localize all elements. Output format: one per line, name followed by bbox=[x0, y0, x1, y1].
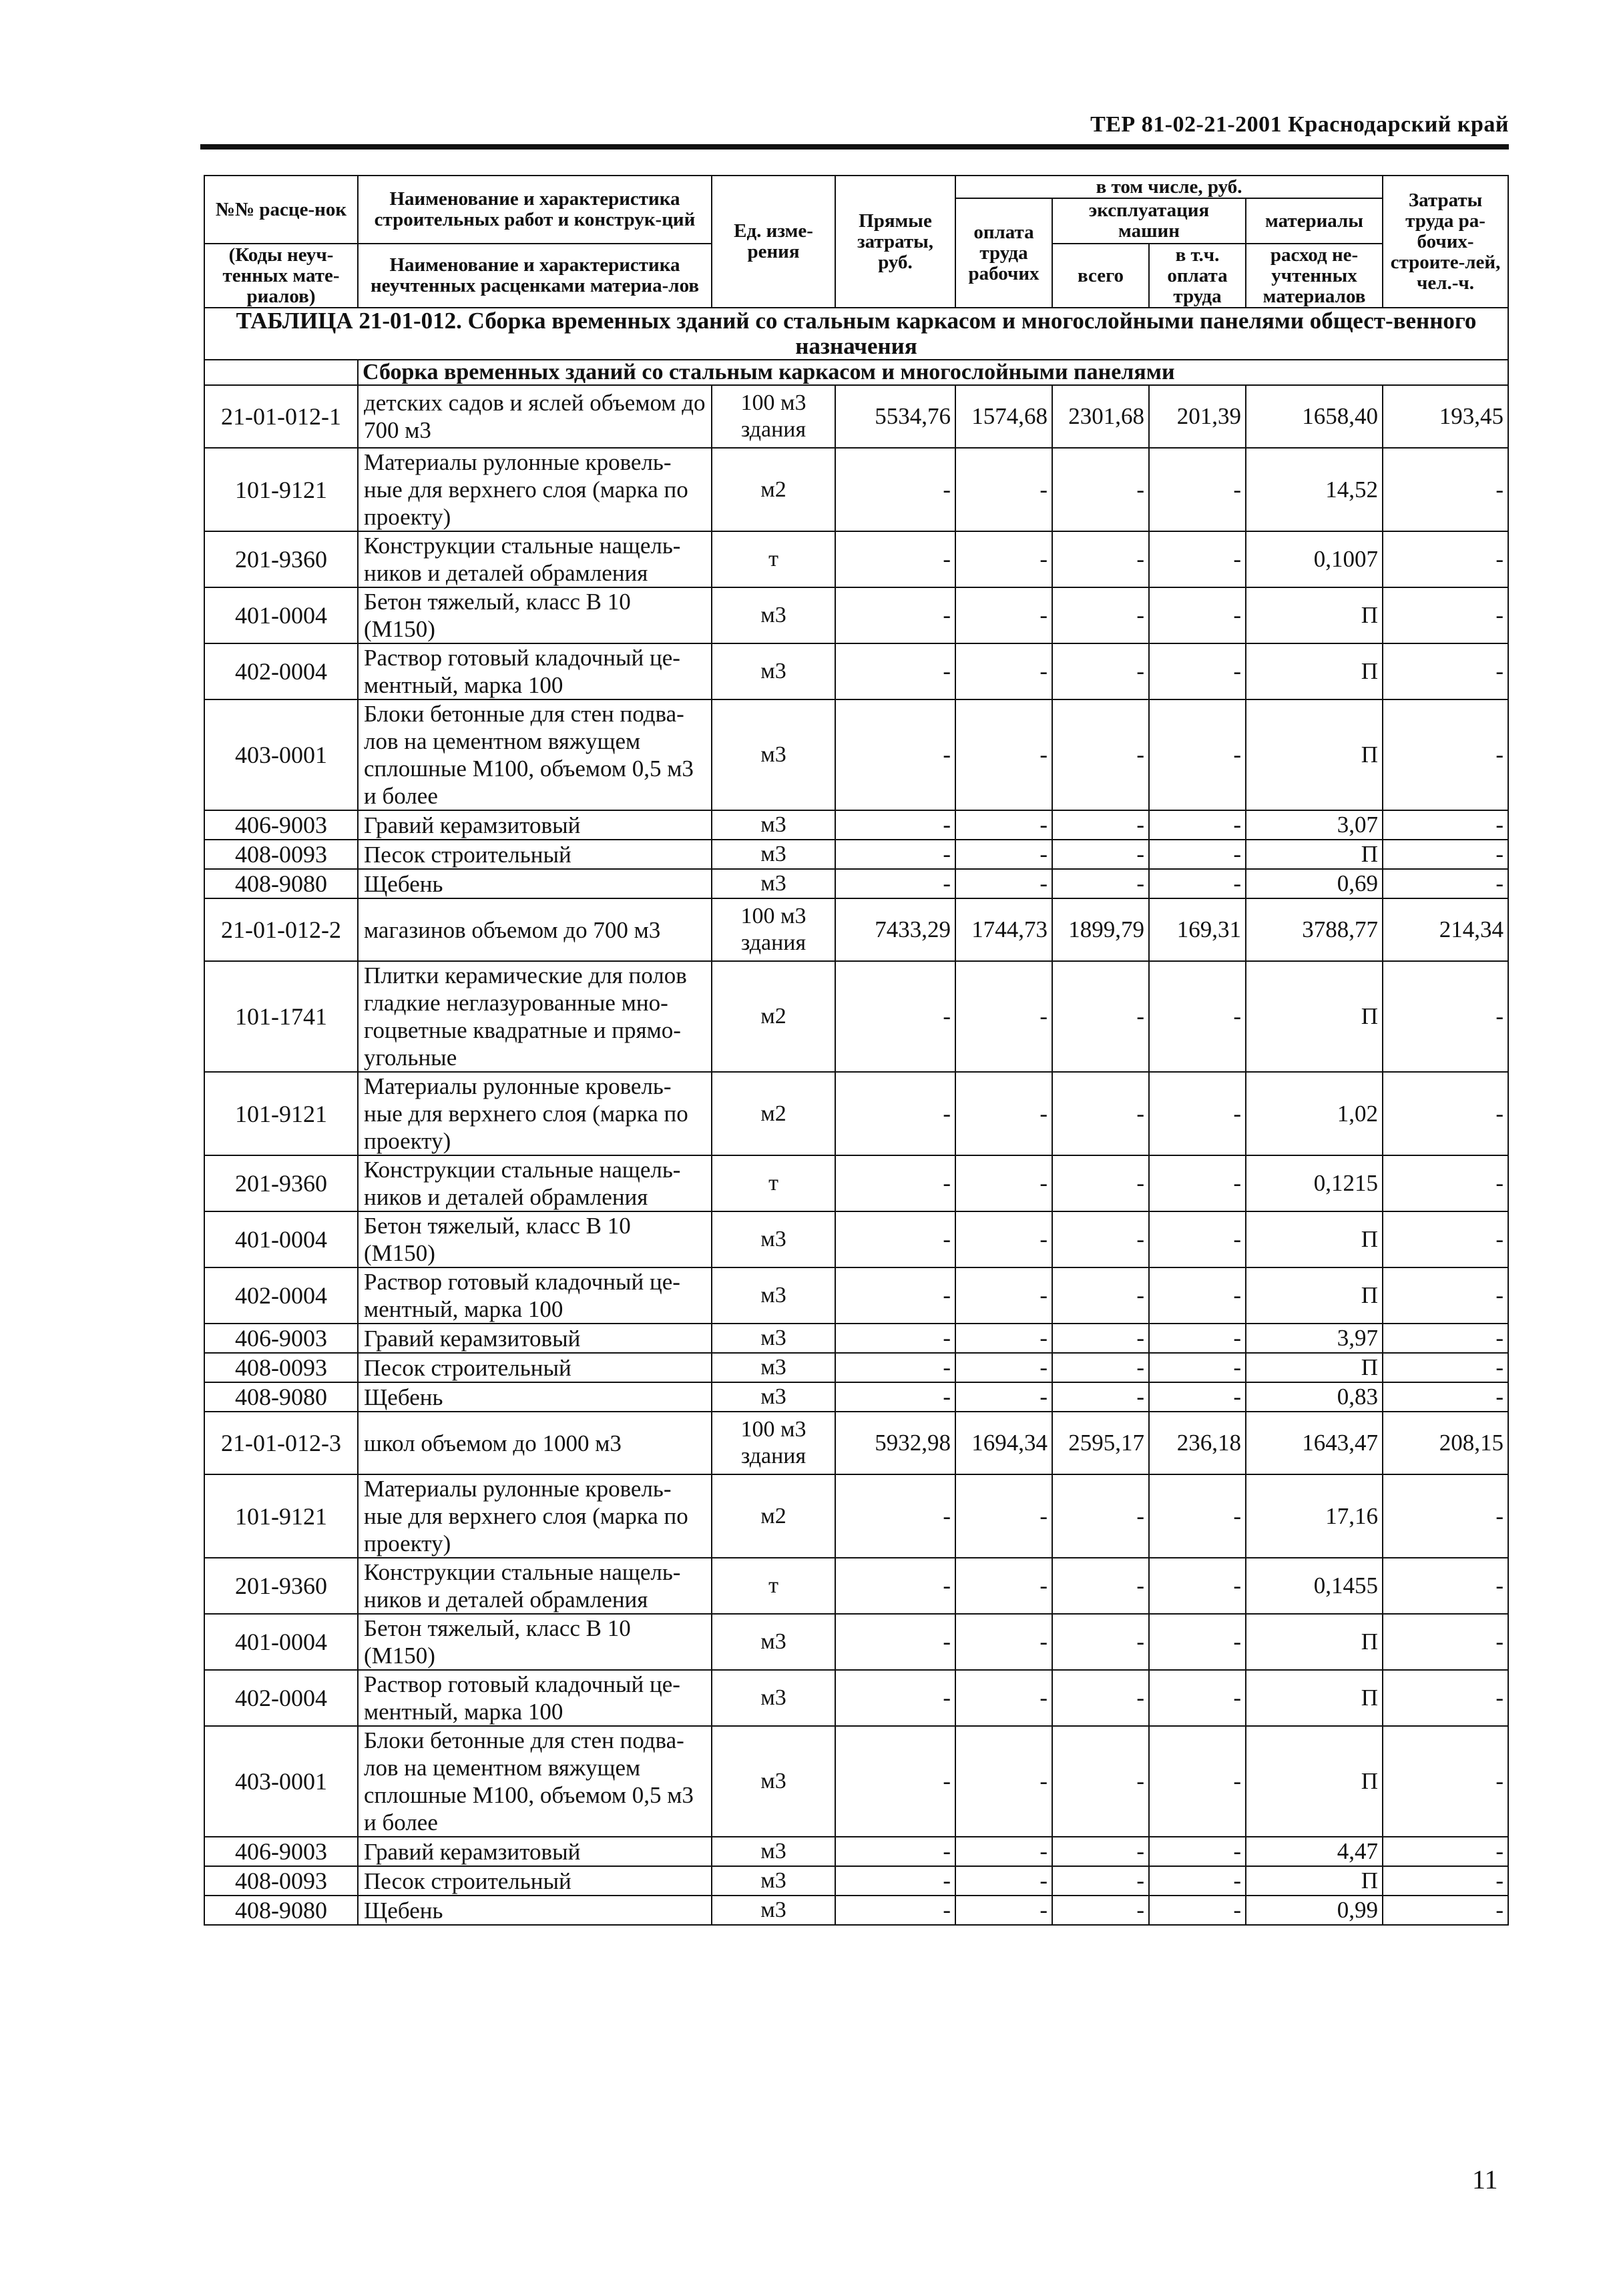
cell-code: 408-9080 bbox=[204, 1382, 358, 1412]
cell-direct-costs: - bbox=[835, 448, 955, 531]
cell-labor-costs: - bbox=[1383, 1474, 1508, 1558]
cell-machines-total: - bbox=[1052, 810, 1149, 840]
cell-machines-labor-pay: - bbox=[1149, 531, 1246, 587]
cell-name: Песок строительный bbox=[358, 1353, 712, 1382]
cell-materials: 0,1007 bbox=[1246, 531, 1383, 587]
cell-unit: м3 bbox=[712, 840, 835, 869]
cell-code: 101-9121 bbox=[204, 448, 358, 531]
cell-unit: м3 bbox=[712, 810, 835, 840]
cell-machines-labor-pay: - bbox=[1149, 699, 1246, 810]
material-row bbox=[204, 448, 1508, 531]
cell-unit: м2 bbox=[712, 448, 835, 531]
material-row bbox=[204, 1474, 1508, 1558]
header-materials-top: материалы bbox=[1246, 198, 1383, 244]
cell-materials: П bbox=[1246, 1866, 1383, 1896]
cell-materials: П bbox=[1246, 961, 1383, 1072]
cell-machines-total: - bbox=[1052, 1353, 1149, 1382]
cell-materials: 0,99 bbox=[1246, 1896, 1383, 1925]
cell-machines-total: - bbox=[1052, 1866, 1149, 1896]
cell-code: 406-9003 bbox=[204, 1837, 358, 1866]
cell-materials: 0,69 bbox=[1246, 869, 1383, 898]
cell-labor-costs: - bbox=[1383, 448, 1508, 531]
cell-labor-pay: 1744,73 bbox=[955, 898, 1052, 961]
cell-machines-labor-pay: - bbox=[1149, 1211, 1246, 1267]
cell-labor-pay: - bbox=[955, 1866, 1052, 1896]
header-row-1 bbox=[204, 176, 1508, 198]
cell-materials: 0,1455 bbox=[1246, 1558, 1383, 1614]
cell-unit: 100 м3 здания bbox=[712, 1412, 835, 1474]
cell-code: 403-0001 bbox=[204, 699, 358, 810]
cell-labor-pay: - bbox=[955, 1670, 1052, 1726]
cell-code: 201-9360 bbox=[204, 1155, 358, 1211]
cell-materials: П bbox=[1246, 1211, 1383, 1267]
header-name-top: Наименование и характеристика строительных работ и конструк-ций bbox=[358, 176, 712, 244]
cell-machines-total: 2301,68 bbox=[1052, 385, 1149, 448]
cell-code: 101-9121 bbox=[204, 1072, 358, 1155]
cell-labor-costs: - bbox=[1383, 1726, 1508, 1837]
cell-labor-pay: - bbox=[955, 1558, 1052, 1614]
cell-direct-costs: - bbox=[835, 1670, 955, 1726]
cell-labor-costs: - bbox=[1383, 1382, 1508, 1412]
cell-unit: м3 bbox=[712, 1353, 835, 1382]
cell-labor-pay: - bbox=[955, 869, 1052, 898]
material-row bbox=[204, 1353, 1508, 1382]
cell-code: 401-0004 bbox=[204, 1614, 358, 1670]
cell-direct-costs: - bbox=[835, 961, 955, 1072]
header-machines-group: эксплуатация машин bbox=[1052, 198, 1246, 244]
cell-direct-costs: - bbox=[835, 1614, 955, 1670]
cell-machines-total: 2595,17 bbox=[1052, 1412, 1149, 1474]
cell-machines-labor-pay: - bbox=[1149, 643, 1246, 699]
rate-row bbox=[204, 898, 1508, 961]
cell-code: 403-0001 bbox=[204, 1726, 358, 1837]
material-row bbox=[204, 643, 1508, 699]
cell-code: 402-0004 bbox=[204, 1267, 358, 1324]
header-machines-total: всего bbox=[1052, 244, 1149, 308]
cell-labor-pay: - bbox=[955, 448, 1052, 531]
cell-machines-labor-pay: - bbox=[1149, 1726, 1246, 1837]
cell-code: 406-9003 bbox=[204, 1324, 358, 1353]
cell-labor-costs: - bbox=[1383, 531, 1508, 587]
cell-code: 408-0093 bbox=[204, 840, 358, 869]
header-unit: Ед. изме-рения bbox=[712, 176, 835, 308]
cell-unit: м3 bbox=[712, 1324, 835, 1353]
cell-code: 101-1741 bbox=[204, 961, 358, 1072]
cell-labor-costs: 208,15 bbox=[1383, 1412, 1508, 1474]
cell-materials: П bbox=[1246, 1614, 1383, 1670]
header-labor-costs: Затраты труда ра-бочих-строите-лей, чел.-ч. bbox=[1383, 176, 1508, 308]
cell-code: 201-9360 bbox=[204, 531, 358, 587]
cell-machines-total: 1899,79 bbox=[1052, 898, 1149, 961]
cell-direct-costs: - bbox=[835, 840, 955, 869]
header-including-group: в том числе, руб. bbox=[955, 176, 1383, 198]
cell-machines-labor-pay: 236,18 bbox=[1149, 1412, 1246, 1474]
cell-machines-labor-pay: - bbox=[1149, 1866, 1246, 1896]
cell-machines-total: - bbox=[1052, 448, 1149, 531]
cell-labor-pay: - bbox=[955, 531, 1052, 587]
section-title-spacer bbox=[204, 360, 358, 385]
cell-machines-total: - bbox=[1052, 1726, 1149, 1837]
cell-name: Гравий керамзитовый bbox=[358, 810, 712, 840]
cell-name: Щебень bbox=[358, 869, 712, 898]
cell-labor-pay: 1694,34 bbox=[955, 1412, 1052, 1474]
table-title-row bbox=[204, 308, 1508, 360]
cell-name: Блоки бетонные для стен подва-лов на цементном вяжущем сплошные М100, объемом 0,5 м3 и более bbox=[358, 1726, 712, 1837]
material-row bbox=[204, 869, 1508, 898]
cell-direct-costs: - bbox=[835, 1474, 955, 1558]
cell-materials: П bbox=[1246, 1353, 1383, 1382]
material-row bbox=[204, 1155, 1508, 1211]
cell-machines-labor-pay: - bbox=[1149, 1267, 1246, 1324]
cell-unit: м3 bbox=[712, 699, 835, 810]
header-name-bottom: Наименование и характеристика неучтенных расценками материа-лов bbox=[358, 244, 712, 308]
cell-machines-labor-pay: - bbox=[1149, 1558, 1246, 1614]
header-direct-costs: Прямые затраты, руб. bbox=[835, 176, 955, 308]
material-row bbox=[204, 1726, 1508, 1837]
cell-machines-total: - bbox=[1052, 1211, 1149, 1267]
cell-name: школ объемом до 1000 м3 bbox=[358, 1412, 712, 1474]
cell-machines-labor-pay: - bbox=[1149, 1896, 1246, 1925]
cell-machines-total: - bbox=[1052, 961, 1149, 1072]
cell-machines-total: - bbox=[1052, 1614, 1149, 1670]
cell-name: Щебень bbox=[358, 1382, 712, 1412]
cell-labor-costs: - bbox=[1383, 1558, 1508, 1614]
header-code-bottom: (Коды неуч-тенных мате-риалов) bbox=[204, 244, 358, 308]
cell-name: Конструкции стальные нащель-ников и деталей обрамления bbox=[358, 1155, 712, 1211]
cell-unit: м3 bbox=[712, 587, 835, 643]
cell-name: Бетон тяжелый, класс В 10 (М150) bbox=[358, 587, 712, 643]
cell-code: 408-0093 bbox=[204, 1866, 358, 1896]
cell-machines-labor-pay: 201,39 bbox=[1149, 385, 1246, 448]
cell-unit: м3 bbox=[712, 1726, 835, 1837]
cell-labor-costs: - bbox=[1383, 1353, 1508, 1382]
cell-name: Раствор готовый кладочный це-ментный, марка 100 bbox=[358, 1670, 712, 1726]
cell-machines-labor-pay: - bbox=[1149, 1670, 1246, 1726]
material-row bbox=[204, 1614, 1508, 1670]
cell-machines-total: - bbox=[1052, 1558, 1149, 1614]
material-row bbox=[204, 531, 1508, 587]
cell-labor-costs: - bbox=[1383, 1670, 1508, 1726]
cell-machines-total: - bbox=[1052, 1267, 1149, 1324]
cell-materials: 3,07 bbox=[1246, 810, 1383, 840]
header-materials-bottom: расход не-учтенных материалов bbox=[1246, 244, 1383, 308]
cell-unit: т bbox=[712, 1155, 835, 1211]
cell-labor-costs: - bbox=[1383, 587, 1508, 643]
cell-unit: м3 bbox=[712, 1670, 835, 1726]
cell-name: Бетон тяжелый, класс В 10 (М150) bbox=[358, 1614, 712, 1670]
cell-materials: 1643,47 bbox=[1246, 1412, 1383, 1474]
cell-machines-labor-pay: - bbox=[1149, 1382, 1246, 1412]
rate-row bbox=[204, 1412, 1508, 1474]
cell-labor-costs: - bbox=[1383, 869, 1508, 898]
cell-direct-costs: - bbox=[835, 1726, 955, 1837]
cell-labor-pay: - bbox=[955, 1382, 1052, 1412]
cell-materials: 3,97 bbox=[1246, 1324, 1383, 1353]
material-row bbox=[204, 1211, 1508, 1267]
cell-materials: 1658,40 bbox=[1246, 385, 1383, 448]
cell-labor-costs: - bbox=[1383, 840, 1508, 869]
material-row bbox=[204, 1896, 1508, 1925]
cell-name: Бетон тяжелый, класс В 10 (М150) bbox=[358, 1211, 712, 1267]
material-row bbox=[204, 1670, 1508, 1726]
cell-labor-costs: - bbox=[1383, 1896, 1508, 1925]
cell-materials: 3788,77 bbox=[1246, 898, 1383, 961]
cell-labor-pay: - bbox=[955, 1896, 1052, 1925]
cell-code: 406-9003 bbox=[204, 810, 358, 840]
cell-labor-costs: - bbox=[1383, 1072, 1508, 1155]
cell-materials: П bbox=[1246, 587, 1383, 643]
cell-machines-total: - bbox=[1052, 1155, 1149, 1211]
cell-machines-labor-pay: - bbox=[1149, 1155, 1246, 1211]
cell-name: Блоки бетонные для стен подва-лов на цементном вяжущем сплошные М100, объемом 0,5 м3 и более bbox=[358, 699, 712, 810]
cell-labor-costs: - bbox=[1383, 1324, 1508, 1353]
cell-name: Щебень bbox=[358, 1896, 712, 1925]
rates-table bbox=[204, 175, 1509, 1926]
cell-labor-costs: - bbox=[1383, 699, 1508, 810]
cell-materials: П bbox=[1246, 1267, 1383, 1324]
cell-direct-costs: - bbox=[835, 643, 955, 699]
cell-machines-labor-pay: - bbox=[1149, 1614, 1246, 1670]
cell-machines-labor-pay: - bbox=[1149, 1837, 1246, 1866]
cell-unit: 100 м3 здания bbox=[712, 898, 835, 961]
cell-labor-pay: - bbox=[955, 1837, 1052, 1866]
cell-unit: т bbox=[712, 1558, 835, 1614]
cell-machines-total: - bbox=[1052, 869, 1149, 898]
rate-row bbox=[204, 385, 1508, 448]
cell-code: 408-0093 bbox=[204, 1353, 358, 1382]
header-code-top: №№ расце-нок bbox=[204, 176, 358, 244]
cell-code: 401-0004 bbox=[204, 1211, 358, 1267]
cell-machines-labor-pay: - bbox=[1149, 810, 1246, 840]
cell-materials: 17,16 bbox=[1246, 1474, 1383, 1558]
material-row bbox=[204, 1837, 1508, 1866]
cell-labor-costs: 214,34 bbox=[1383, 898, 1508, 961]
cell-machines-total: - bbox=[1052, 1837, 1149, 1866]
cell-materials: П bbox=[1246, 643, 1383, 699]
cell-code: 201-9360 bbox=[204, 1558, 358, 1614]
cell-labor-pay: - bbox=[955, 587, 1052, 643]
section-title: Сборка временных зданий со стальным каркасом и многослойными панелями bbox=[358, 360, 1508, 385]
cell-name: Гравий керамзитовый bbox=[358, 1837, 712, 1866]
cell-machines-total: - bbox=[1052, 643, 1149, 699]
cell-direct-costs: - bbox=[835, 1353, 955, 1382]
cell-machines-total: - bbox=[1052, 531, 1149, 587]
cell-direct-costs: - bbox=[835, 1324, 955, 1353]
cell-machines-total: - bbox=[1052, 1896, 1149, 1925]
cell-code: 408-9080 bbox=[204, 869, 358, 898]
cell-code: 101-9121 bbox=[204, 1474, 358, 1558]
cell-name: Конструкции стальные нащель-ников и деталей обрамления bbox=[358, 1558, 712, 1614]
cell-direct-costs: - bbox=[835, 1267, 955, 1324]
cell-direct-costs: - bbox=[835, 1558, 955, 1614]
cell-direct-costs: - bbox=[835, 869, 955, 898]
cell-labor-pay: - bbox=[955, 1726, 1052, 1837]
cell-labor-costs: 193,45 bbox=[1383, 385, 1508, 448]
cell-machines-total: - bbox=[1052, 840, 1149, 869]
cell-code: 21-01-012-3 bbox=[204, 1412, 358, 1474]
cell-labor-costs: - bbox=[1383, 643, 1508, 699]
cell-unit: м3 bbox=[712, 1896, 835, 1925]
material-row bbox=[204, 1267, 1508, 1324]
cell-machines-labor-pay: - bbox=[1149, 1353, 1246, 1382]
cell-direct-costs: - bbox=[835, 1382, 955, 1412]
cell-machines-labor-pay: - bbox=[1149, 1474, 1246, 1558]
cell-machines-labor-pay: - bbox=[1149, 1324, 1246, 1353]
cell-machines-labor-pay: - bbox=[1149, 869, 1246, 898]
cell-labor-pay: - bbox=[955, 1211, 1052, 1267]
cell-direct-costs: - bbox=[835, 1866, 955, 1896]
cell-machines-total: - bbox=[1052, 1670, 1149, 1726]
header-machines-labor-pay: в т.ч. оплата труда bbox=[1149, 244, 1246, 308]
cell-name: Плитки керамические для полов гладкие неглазурованные мно-гоцветные квадратные и прямо-угольные bbox=[358, 961, 712, 1072]
page-number: 11 bbox=[1472, 2165, 1498, 2195]
cell-labor-pay: - bbox=[955, 1155, 1052, 1211]
cell-materials: 4,47 bbox=[1246, 1837, 1383, 1866]
cell-name: Песок строительный bbox=[358, 1866, 712, 1896]
cell-direct-costs: - bbox=[835, 1072, 955, 1155]
material-row bbox=[204, 1558, 1508, 1614]
material-row bbox=[204, 1382, 1508, 1412]
cell-labor-costs: - bbox=[1383, 1614, 1508, 1670]
cell-unit: м3 bbox=[712, 643, 835, 699]
cell-machines-labor-pay: - bbox=[1149, 840, 1246, 869]
cell-materials: 14,52 bbox=[1246, 448, 1383, 531]
cell-direct-costs: - bbox=[835, 699, 955, 810]
cell-materials: П bbox=[1246, 699, 1383, 810]
cell-machines-total: - bbox=[1052, 1324, 1149, 1353]
cell-machines-total: - bbox=[1052, 1382, 1149, 1412]
cell-name: Песок строительный bbox=[358, 840, 712, 869]
cell-machines-labor-pay: - bbox=[1149, 587, 1246, 643]
cell-name: Материалы рулонные кровель-ные для верхнего слоя (марка по проекту) bbox=[358, 1474, 712, 1558]
cell-direct-costs: 5534,76 bbox=[835, 385, 955, 448]
cell-unit: м3 bbox=[712, 1866, 835, 1896]
cell-code: 408-9080 bbox=[204, 1896, 358, 1925]
cell-machines-labor-pay: - bbox=[1149, 448, 1246, 531]
material-row bbox=[204, 961, 1508, 1072]
cell-labor-costs: - bbox=[1383, 961, 1508, 1072]
cell-labor-pay: - bbox=[955, 1614, 1052, 1670]
cell-code: 402-0004 bbox=[204, 1670, 358, 1726]
cell-labor-costs: - bbox=[1383, 1837, 1508, 1866]
cell-name: Материалы рулонные кровель-ные для верхнего слоя (марка по проекту) bbox=[358, 448, 712, 531]
material-row bbox=[204, 1324, 1508, 1353]
section-title-row bbox=[204, 360, 1508, 385]
cell-machines-labor-pay: 169,31 bbox=[1149, 898, 1246, 961]
cell-machines-total: - bbox=[1052, 587, 1149, 643]
running-header bbox=[200, 100, 1509, 150]
cell-labor-pay: - bbox=[955, 1072, 1052, 1155]
material-row bbox=[204, 1072, 1508, 1155]
cell-unit: м3 bbox=[712, 1382, 835, 1412]
cell-machines-labor-pay: - bbox=[1149, 1072, 1246, 1155]
cell-direct-costs: - bbox=[835, 531, 955, 587]
cell-direct-costs: - bbox=[835, 1155, 955, 1211]
cell-name: Раствор готовый кладочный це-ментный, марка 100 bbox=[358, 643, 712, 699]
cell-materials: 0,1215 bbox=[1246, 1155, 1383, 1211]
cell-machines-labor-pay: - bbox=[1149, 961, 1246, 1072]
cell-labor-pay: - bbox=[955, 1324, 1052, 1353]
cell-unit: м3 bbox=[712, 1614, 835, 1670]
cell-direct-costs: 7433,29 bbox=[835, 898, 955, 961]
cell-direct-costs: - bbox=[835, 1896, 955, 1925]
cell-materials: П bbox=[1246, 840, 1383, 869]
cell-code: 402-0004 bbox=[204, 643, 358, 699]
cell-name: Раствор готовый кладочный це-ментный, марка 100 bbox=[358, 1267, 712, 1324]
cell-materials: П bbox=[1246, 1726, 1383, 1837]
cell-code: 21-01-012-1 bbox=[204, 385, 358, 448]
cell-materials: 1,02 bbox=[1246, 1072, 1383, 1155]
cell-materials: 0,83 bbox=[1246, 1382, 1383, 1412]
cell-name: детских садов и яслей объемом до 700 м3 bbox=[358, 385, 712, 448]
cell-labor-pay: - bbox=[955, 961, 1052, 1072]
cell-unit: 100 м3 здания bbox=[712, 385, 835, 448]
cell-labor-pay: - bbox=[955, 840, 1052, 869]
cell-machines-total: - bbox=[1052, 699, 1149, 810]
cell-name: Гравий керамзитовый bbox=[358, 1324, 712, 1353]
cell-name: Конструкции стальные нащель-ников и деталей обрамления bbox=[358, 531, 712, 587]
cell-unit: м3 bbox=[712, 1211, 835, 1267]
cell-labor-pay: - bbox=[955, 1474, 1052, 1558]
cell-labor-pay: 1574,68 bbox=[955, 385, 1052, 448]
cell-labor-costs: - bbox=[1383, 1267, 1508, 1324]
cell-unit: м3 bbox=[712, 869, 835, 898]
cell-labor-pay: - bbox=[955, 1267, 1052, 1324]
cell-unit: м2 bbox=[712, 1072, 835, 1155]
material-row bbox=[204, 587, 1508, 643]
cell-labor-costs: - bbox=[1383, 1866, 1508, 1896]
material-row bbox=[204, 1866, 1508, 1896]
cell-materials: П bbox=[1246, 1670, 1383, 1726]
cell-labor-costs: - bbox=[1383, 810, 1508, 840]
cell-unit: т bbox=[712, 531, 835, 587]
cell-direct-costs: 5932,98 bbox=[835, 1412, 955, 1474]
cell-code: 21-01-012-2 bbox=[204, 898, 358, 961]
cell-unit: м2 bbox=[712, 1474, 835, 1558]
document-reference: ТЕР 81-02-21-2001 Краснодарский край bbox=[1090, 112, 1509, 137]
cell-machines-total: - bbox=[1052, 1474, 1149, 1558]
cell-unit: м3 bbox=[712, 1267, 835, 1324]
header-labor-pay: оплата труда рабочих bbox=[955, 198, 1052, 308]
cell-code: 401-0004 bbox=[204, 587, 358, 643]
material-row bbox=[204, 840, 1508, 869]
cell-name: Материалы рулонные кровель-ные для верхнего слоя (марка по проекту) bbox=[358, 1072, 712, 1155]
cell-unit: м3 bbox=[712, 1837, 835, 1866]
cell-labor-pay: - bbox=[955, 699, 1052, 810]
cell-labor-pay: - bbox=[955, 1353, 1052, 1382]
cell-labor-costs: - bbox=[1383, 1155, 1508, 1211]
cell-machines-total: - bbox=[1052, 1072, 1149, 1155]
cell-labor-costs: - bbox=[1383, 1211, 1508, 1267]
cell-direct-costs: - bbox=[835, 810, 955, 840]
material-row bbox=[204, 699, 1508, 810]
cell-direct-costs: - bbox=[835, 1211, 955, 1267]
cell-name: магазинов объемом до 700 м3 bbox=[358, 898, 712, 961]
cell-labor-pay: - bbox=[955, 643, 1052, 699]
table-title: ТАБЛИЦА 21-01-012. Сборка временных зданий со стальным каркасом и многослойными панелями общест-венного назначения bbox=[204, 308, 1508, 360]
material-row bbox=[204, 810, 1508, 840]
cell-direct-costs: - bbox=[835, 587, 955, 643]
cell-unit: м2 bbox=[712, 961, 835, 1072]
cell-direct-costs: - bbox=[835, 1837, 955, 1866]
cell-labor-pay: - bbox=[955, 810, 1052, 840]
